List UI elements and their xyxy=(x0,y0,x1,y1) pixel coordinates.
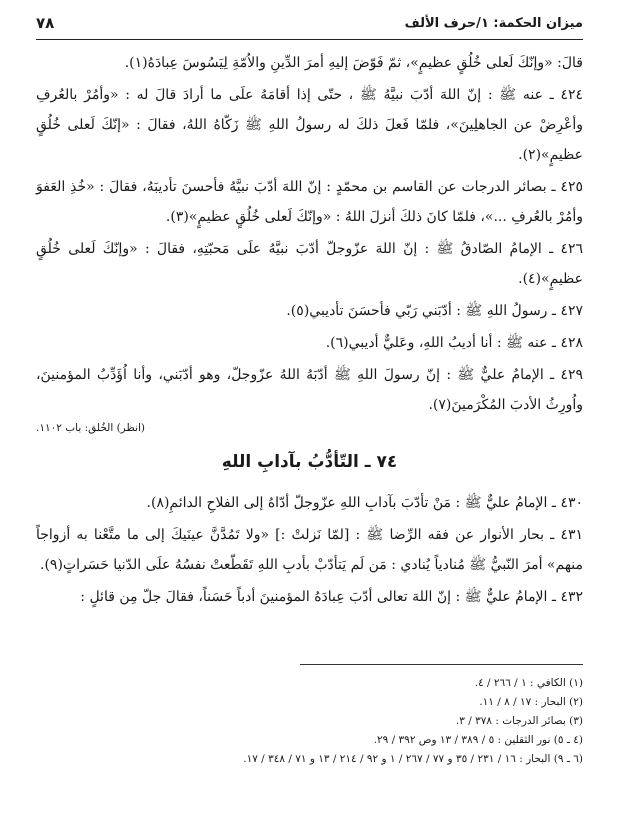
hadith-paragraph: ٤٣٠ ـ الإمامُ عليٌّ ﷺ : مَنْ تأدّبَ بآدابِ اللهِ عزّوجلّ أدّاهُ إلى الفلاحِ الدائمِ(٨). xyxy=(146,495,583,511)
footnotes xyxy=(36,674,583,769)
page-number: ٧٨ xyxy=(36,14,55,32)
hadith-paragraph: ٤٣١ ـ بحار الأنوار عن فقه الرِّضا ﷺ : [لمّا نَزلتْ :] «ولا تَمُدَّنَّ عينَيكَ إلى ما متَّعْنا به أزواجاً منهم» أمرَ النّبيُّ ﷺ مُنادياً يُنادي : مَن لَم يَتأدّبْ بأدبِ اللهِ تَقَطّعتْ نفسُهُ علَى الدّنيا حَسَراتٍ(٩). xyxy=(36,527,583,573)
page-header xyxy=(36,14,583,36)
hadith-paragraph: ٤٣٢ ـ الإمامُ عليٌّ ﷺ : إنّ اللهَ تعالى أدّبَ عِبادَهُ المؤمنينَ أدباً حَسَناً، فقالَ جلّ مِن قائلٍ : xyxy=(80,589,583,605)
hadith-paragraph: قالَ: «وإنّكَ لَعلى خُلُقٍ عظيمٍ»، ثمّ فَوّضَ إليهِ أمرَ الدِّينِ والاُمّةِ لِيَسُوسَ عِبادَهُ(١). xyxy=(124,55,583,71)
footnote: (٦ ـ ٩) البحار : ١٦ / ٢٣١ / ٣٥ و ٧٧ / ٢٦٧ / ١ و ٩٢ / ٢١٤ / ١٣ و ٧١ / ٣٤٨ / ١٧. xyxy=(243,753,583,765)
hadith-paragraph: ٤٢٧ ـ رسولُ اللهِ ﷺ : أدّبَني رَبّي فأحسَنَ تأديبي(٥). xyxy=(286,303,583,319)
cross-reference: (انظر) الخُلق: باب ١١٠٢. xyxy=(36,422,146,434)
footnote: (١) الكافي : ١ / ٢٦٦ / ٤. xyxy=(474,677,583,689)
hadith-paragraph: ٤٢٦ ـ الإمامُ الصّادقُ ﷺ : إنّ اللهَ عزّوجلّ أدّبَ نبيَّهُ علَى مَحبّتِهِ، فقالَ : «وإنّكَ لَعلى خُلُقٍ عظيمٍ»(٤). xyxy=(36,241,583,287)
hadith-paragraph: ٤٢٥ ـ بصائر الدرجات عن القاسم بن محمّدٍ : إنّ اللهَ أدّبَ نبيَّهُ فأحسنَ تأديبَهُ، فقالَ : «خُذِ العَفوَ وأمُرْ بالعُرفِ ...»، فلمّا كانَ ذلكَ أنزلَ اللهُ : «وإنّكَ لَعلى خُلُقٍ عظيمٍ»(٣). xyxy=(36,179,583,225)
footnote: (٢) البحار : ١٧ / ٨ / ١١. xyxy=(479,696,583,708)
header-rule xyxy=(36,39,583,40)
hadith-paragraph: ٤٢٩ ـ الإمامُ عليٌّ ﷺ : إنّ رسولَ اللهِ ﷺ أدّبَهُ اللهُ عزّوجلّ، وهو أدّبَني، وأنا اُؤَدِّبُ المؤمنينَ، واُورِثُ الأدبَ المُكْرَمينَ(٧). xyxy=(36,367,583,413)
main-text xyxy=(36,48,583,614)
hadith-paragraph: ٤٢٨ ـ عنه ﷺ : أنا أديبُ اللهِ، وعَليٌّ أديبي(٦). xyxy=(325,335,583,351)
chapter-title: ٧٤ ـ التّأدُّبُ بآدابِ اللهِ xyxy=(221,452,398,472)
footnote: (٤ ـ ٥) نور الثقلين : ٥ / ٣٨٩ / ١٣ وص ٣٩٢ / ٢٩. xyxy=(373,734,583,746)
footnote-rule xyxy=(300,664,583,665)
footnote: (٣) بصائر الدرجات : ٣٧٨ / ٣. xyxy=(455,715,583,727)
hadith-paragraph: ٤٢٤ ـ عنه ﷺ : إنّ اللهَ أدّبَ نبيَّهُ ﷺ ، حتّى إذا أقامَهُ علَى ما أرادَ قالَ له : «وأمُرْ بالعُرفِ وأعْرِضْ عن الجاهلِينَ»، فلمّا فَعلَ ذلكَ له رسولُ اللهِ ﷺ زَكّاهُ اللهُ، فقالَ : «إنّكَ لَعلى خُلُقٍ عظيمٍ»(٢). xyxy=(36,87,583,163)
running-title: ميزان الحكمة: ١/حرف الألف xyxy=(404,16,583,31)
